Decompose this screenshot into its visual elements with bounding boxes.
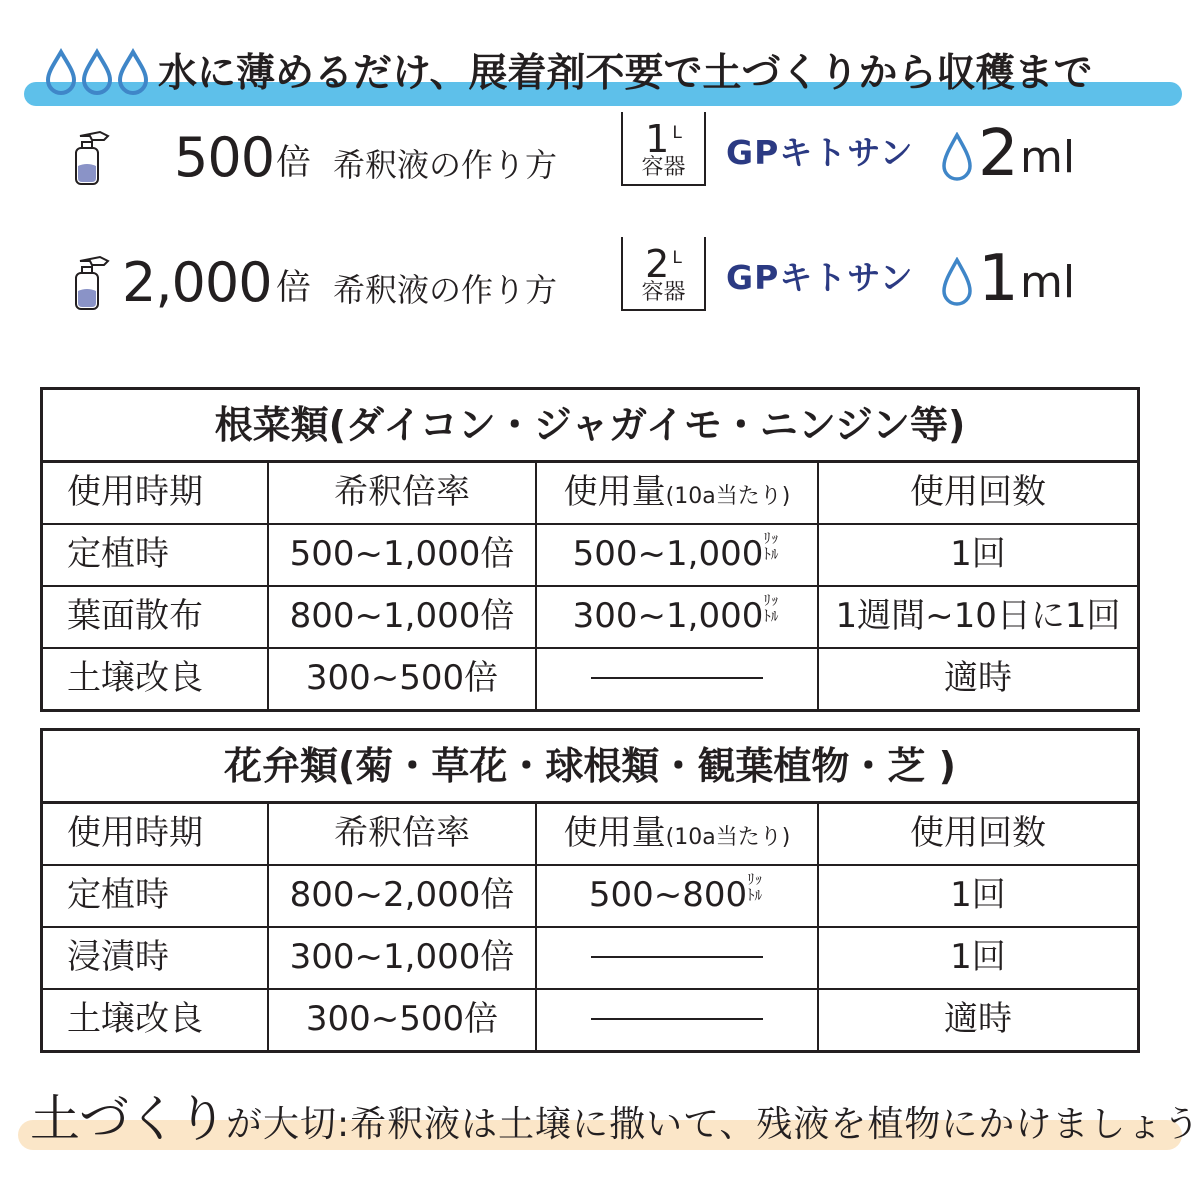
unit-liter: ﾘｯﾄﾙ xyxy=(763,591,779,625)
amount-unit: ml xyxy=(1020,257,1076,308)
dilution-row-500 xyxy=(0,112,1200,212)
spray-bottle-icon xyxy=(70,251,112,311)
table-row xyxy=(43,928,1137,990)
root-vegetables-table xyxy=(40,387,1140,712)
cell-amount-none xyxy=(537,649,819,709)
product-name: GPキトサン xyxy=(726,133,914,172)
howto-label: 希釈液の作り方 xyxy=(333,146,558,184)
header-amount: 使用量(10a当たり) xyxy=(537,804,819,864)
table-title: 花弁類(菊・草花・球根類・観葉植物・芝 ) xyxy=(43,731,1137,804)
dilution-ratio: 500 xyxy=(174,126,275,189)
header-count: 使用回数 xyxy=(910,472,1046,512)
cell-ratio: 800~1,000倍 xyxy=(269,587,537,647)
container-label: 容器 xyxy=(641,280,686,305)
cell-ratio: 300~500倍 xyxy=(269,649,537,709)
cell-count: 1回 xyxy=(950,534,1006,574)
container-box xyxy=(621,237,706,311)
container-volume: 2 $^L$ xyxy=(645,242,682,286)
cell-amount: 300~1,000ﾘｯﾄﾙ xyxy=(537,587,819,647)
cell-count: 適時 xyxy=(944,999,1012,1039)
container-box xyxy=(621,112,706,186)
container-label: 容器 xyxy=(641,155,686,180)
unit-liter: ﾘｯﾄﾙ xyxy=(763,529,779,563)
ratio-suffix: 倍 xyxy=(276,268,312,308)
table-row xyxy=(43,990,1137,1050)
cell-period: 葉面散布 xyxy=(43,587,269,647)
cell-count: 1回 xyxy=(950,875,1006,915)
howto-label: 希釈液の作り方 xyxy=(333,271,558,309)
water-drops-icon xyxy=(44,48,150,96)
cell-ratio: 300~500倍 xyxy=(269,990,537,1050)
amount-unit: ml xyxy=(1020,132,1076,183)
cell-period: 土壌改良 xyxy=(43,649,269,709)
cell-period: 定植時 xyxy=(43,525,269,585)
spray-bottle-icon xyxy=(70,126,112,186)
dash-line xyxy=(591,677,763,679)
container-volume: 1 $^L$ xyxy=(645,117,682,161)
cell-count: 1週間~10日に1回 xyxy=(835,596,1121,636)
cell-amount-none xyxy=(537,990,819,1050)
table-header-row xyxy=(43,804,1137,866)
cell-period: 浸漬時 xyxy=(43,928,269,988)
table-title: 根菜類(ダイコン・ジャガイモ・ニンジン等) xyxy=(43,390,1137,463)
drop-icon xyxy=(940,257,974,307)
product-name: GPキトサン xyxy=(726,258,914,297)
unit-liter: ﾘｯﾄﾙ xyxy=(747,870,763,904)
header-ratio: 希釈倍率 xyxy=(269,804,537,864)
dilution-ratio: 2,000 xyxy=(122,251,272,314)
cell-count: 適時 xyxy=(944,658,1012,698)
cell-amount: 500~800ﾘｯﾄﾙ xyxy=(537,866,819,926)
footer-rest: が大切:希釈液は土壌に撒いて、残液を植物にかけましょう xyxy=(226,1104,1200,1145)
header-ratio: 希釈倍率 xyxy=(269,463,537,523)
header-amount: 使用量(10a当たり) xyxy=(537,463,819,523)
cell-period: 土壌改良 xyxy=(43,990,269,1050)
header-count: 使用回数 xyxy=(910,813,1046,853)
flowers-table xyxy=(40,728,1140,1053)
cell-amount-none xyxy=(537,928,819,988)
amount-value: 2 xyxy=(978,117,1019,191)
cell-count: 1回 xyxy=(950,937,1006,977)
table-row xyxy=(43,866,1137,928)
dash-line xyxy=(591,1018,763,1020)
drop-icon xyxy=(940,132,974,182)
dilution-row-2000 xyxy=(0,237,1200,337)
cell-amount: 500~1,000ﾘｯﾄﾙ xyxy=(537,525,819,585)
table-row xyxy=(43,587,1137,649)
cell-ratio: 500~1,000倍 xyxy=(269,525,537,585)
footer-message xyxy=(30,1082,1200,1168)
table-row xyxy=(43,649,1137,709)
cell-period: 定植時 xyxy=(43,866,269,926)
dash-line xyxy=(591,956,763,958)
header-title: 水に薄めるだけ、展着剤不要で土づくりから収穫まで xyxy=(158,51,1093,96)
table-header-row xyxy=(43,463,1137,525)
header-period: 使用時期 xyxy=(43,463,269,523)
header-period: 使用時期 xyxy=(43,804,269,864)
ratio-suffix: 倍 xyxy=(276,143,312,183)
footer-lead: 土づくり xyxy=(30,1090,226,1148)
table-row xyxy=(43,525,1137,587)
cell-ratio: 300~1,000倍 xyxy=(269,928,537,988)
cell-ratio: 800~2,000倍 xyxy=(269,866,537,926)
amount-value: 1 xyxy=(978,242,1019,316)
